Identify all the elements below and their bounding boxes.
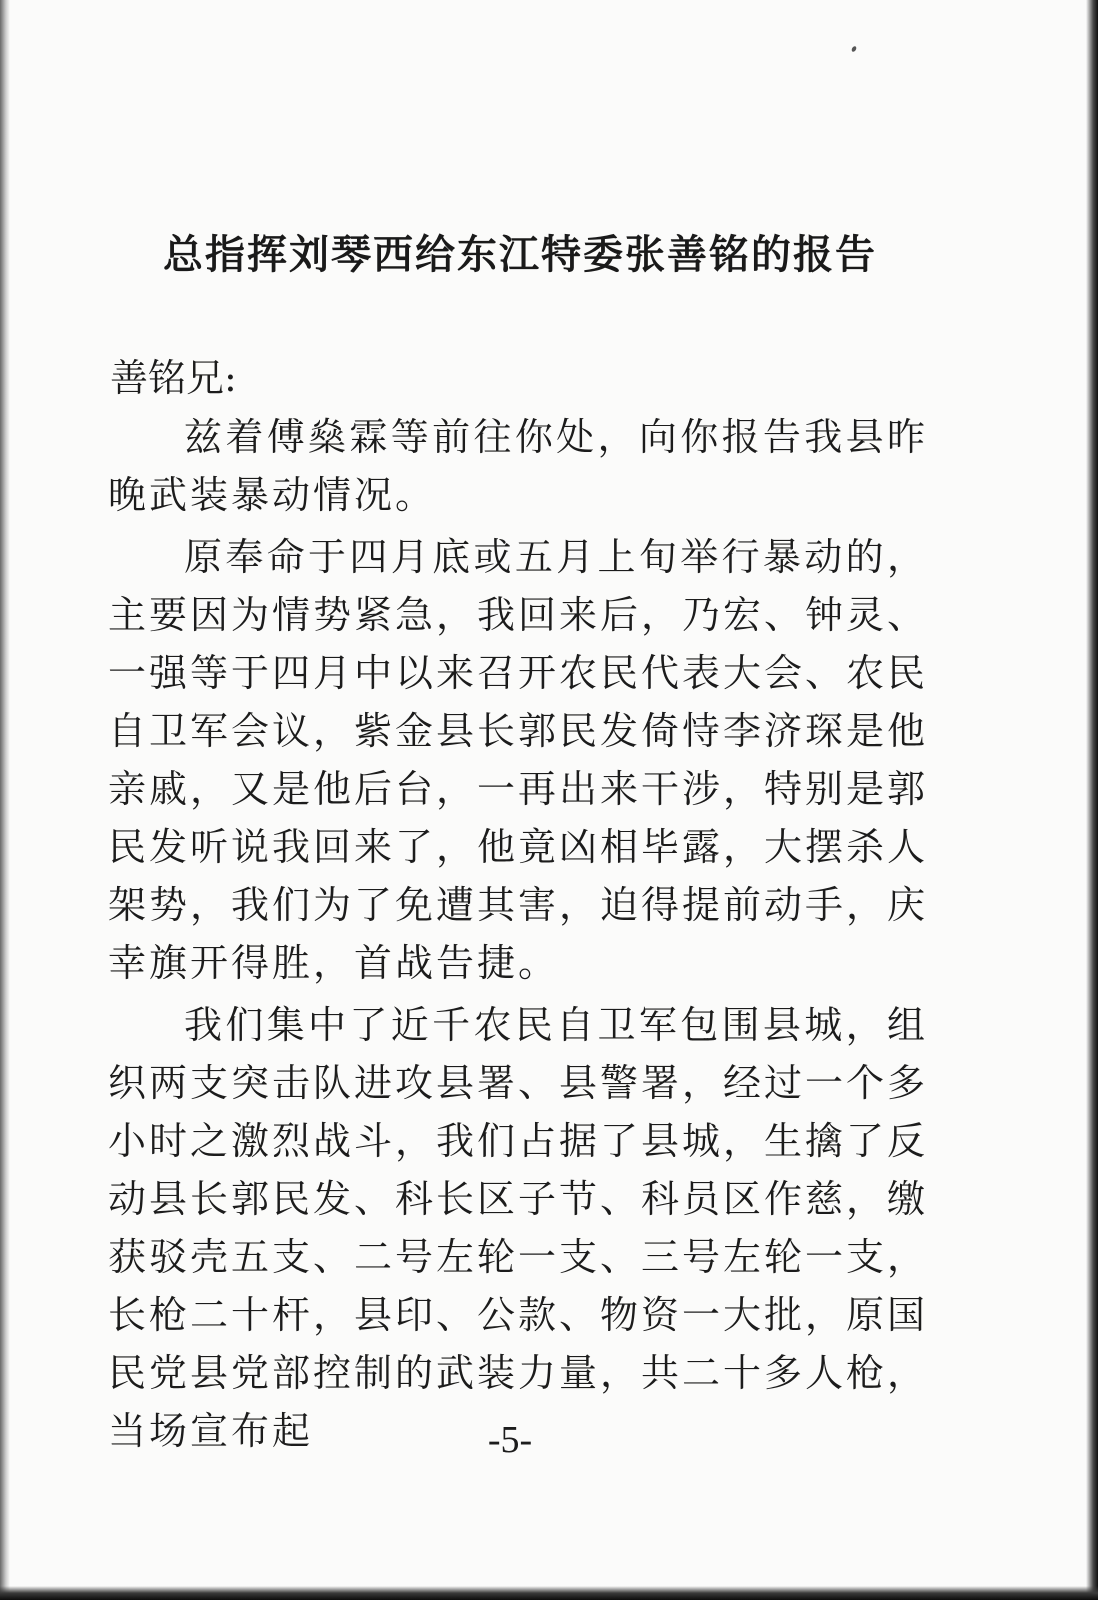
document-title: 总指挥刘琴西给东江特委张善铭的报告 xyxy=(163,231,877,278)
paragraph-1: 兹着傅燊霖等前往你处，向你报告我县昨晚武装暴动情况。 xyxy=(108,415,928,517)
scan-edge-right xyxy=(1086,0,1098,1600)
document-body xyxy=(108,352,928,1460)
page-number: -5- xyxy=(487,1419,533,1461)
paragraph-2: 原奉命于四月底或五月上旬举行暴动的，主要因为情势紧急，我回来后，乃宏、钟灵、一强等于四月中以来召开农民代表大会、农民自卫军会议，紫金县长郭民发倚恃李济琛是他亲戚，又是他后台，一再出来干涉，特别是郭民发听说我回来了，他竟凶相毕露，大摆杀人架势，我们为了免遭其害，迫得提前动手，庆幸旗开得胜，首战告捷。 xyxy=(108,535,929,985)
greeting: 善铭兄: xyxy=(110,356,237,400)
paragraph-3: 我们集中了近千农民自卫军包围县城，组织两支突击队进攻县署、县警署，经过一个多小时之激烈战斗，我们占据了县城，生擒了反动县长郭民发、科长区子节、科员区作慈，缴获驳壳五支、二号左轮一支、三号左轮一支，长枪二十杆，县印、公款、物资一大批，原国民党县党部控制的武装力量，共二十多人枪，当场宣布起 xyxy=(108,1003,929,1453)
scan-edge-bottom xyxy=(0,1586,1098,1600)
scan-speck xyxy=(851,45,857,52)
